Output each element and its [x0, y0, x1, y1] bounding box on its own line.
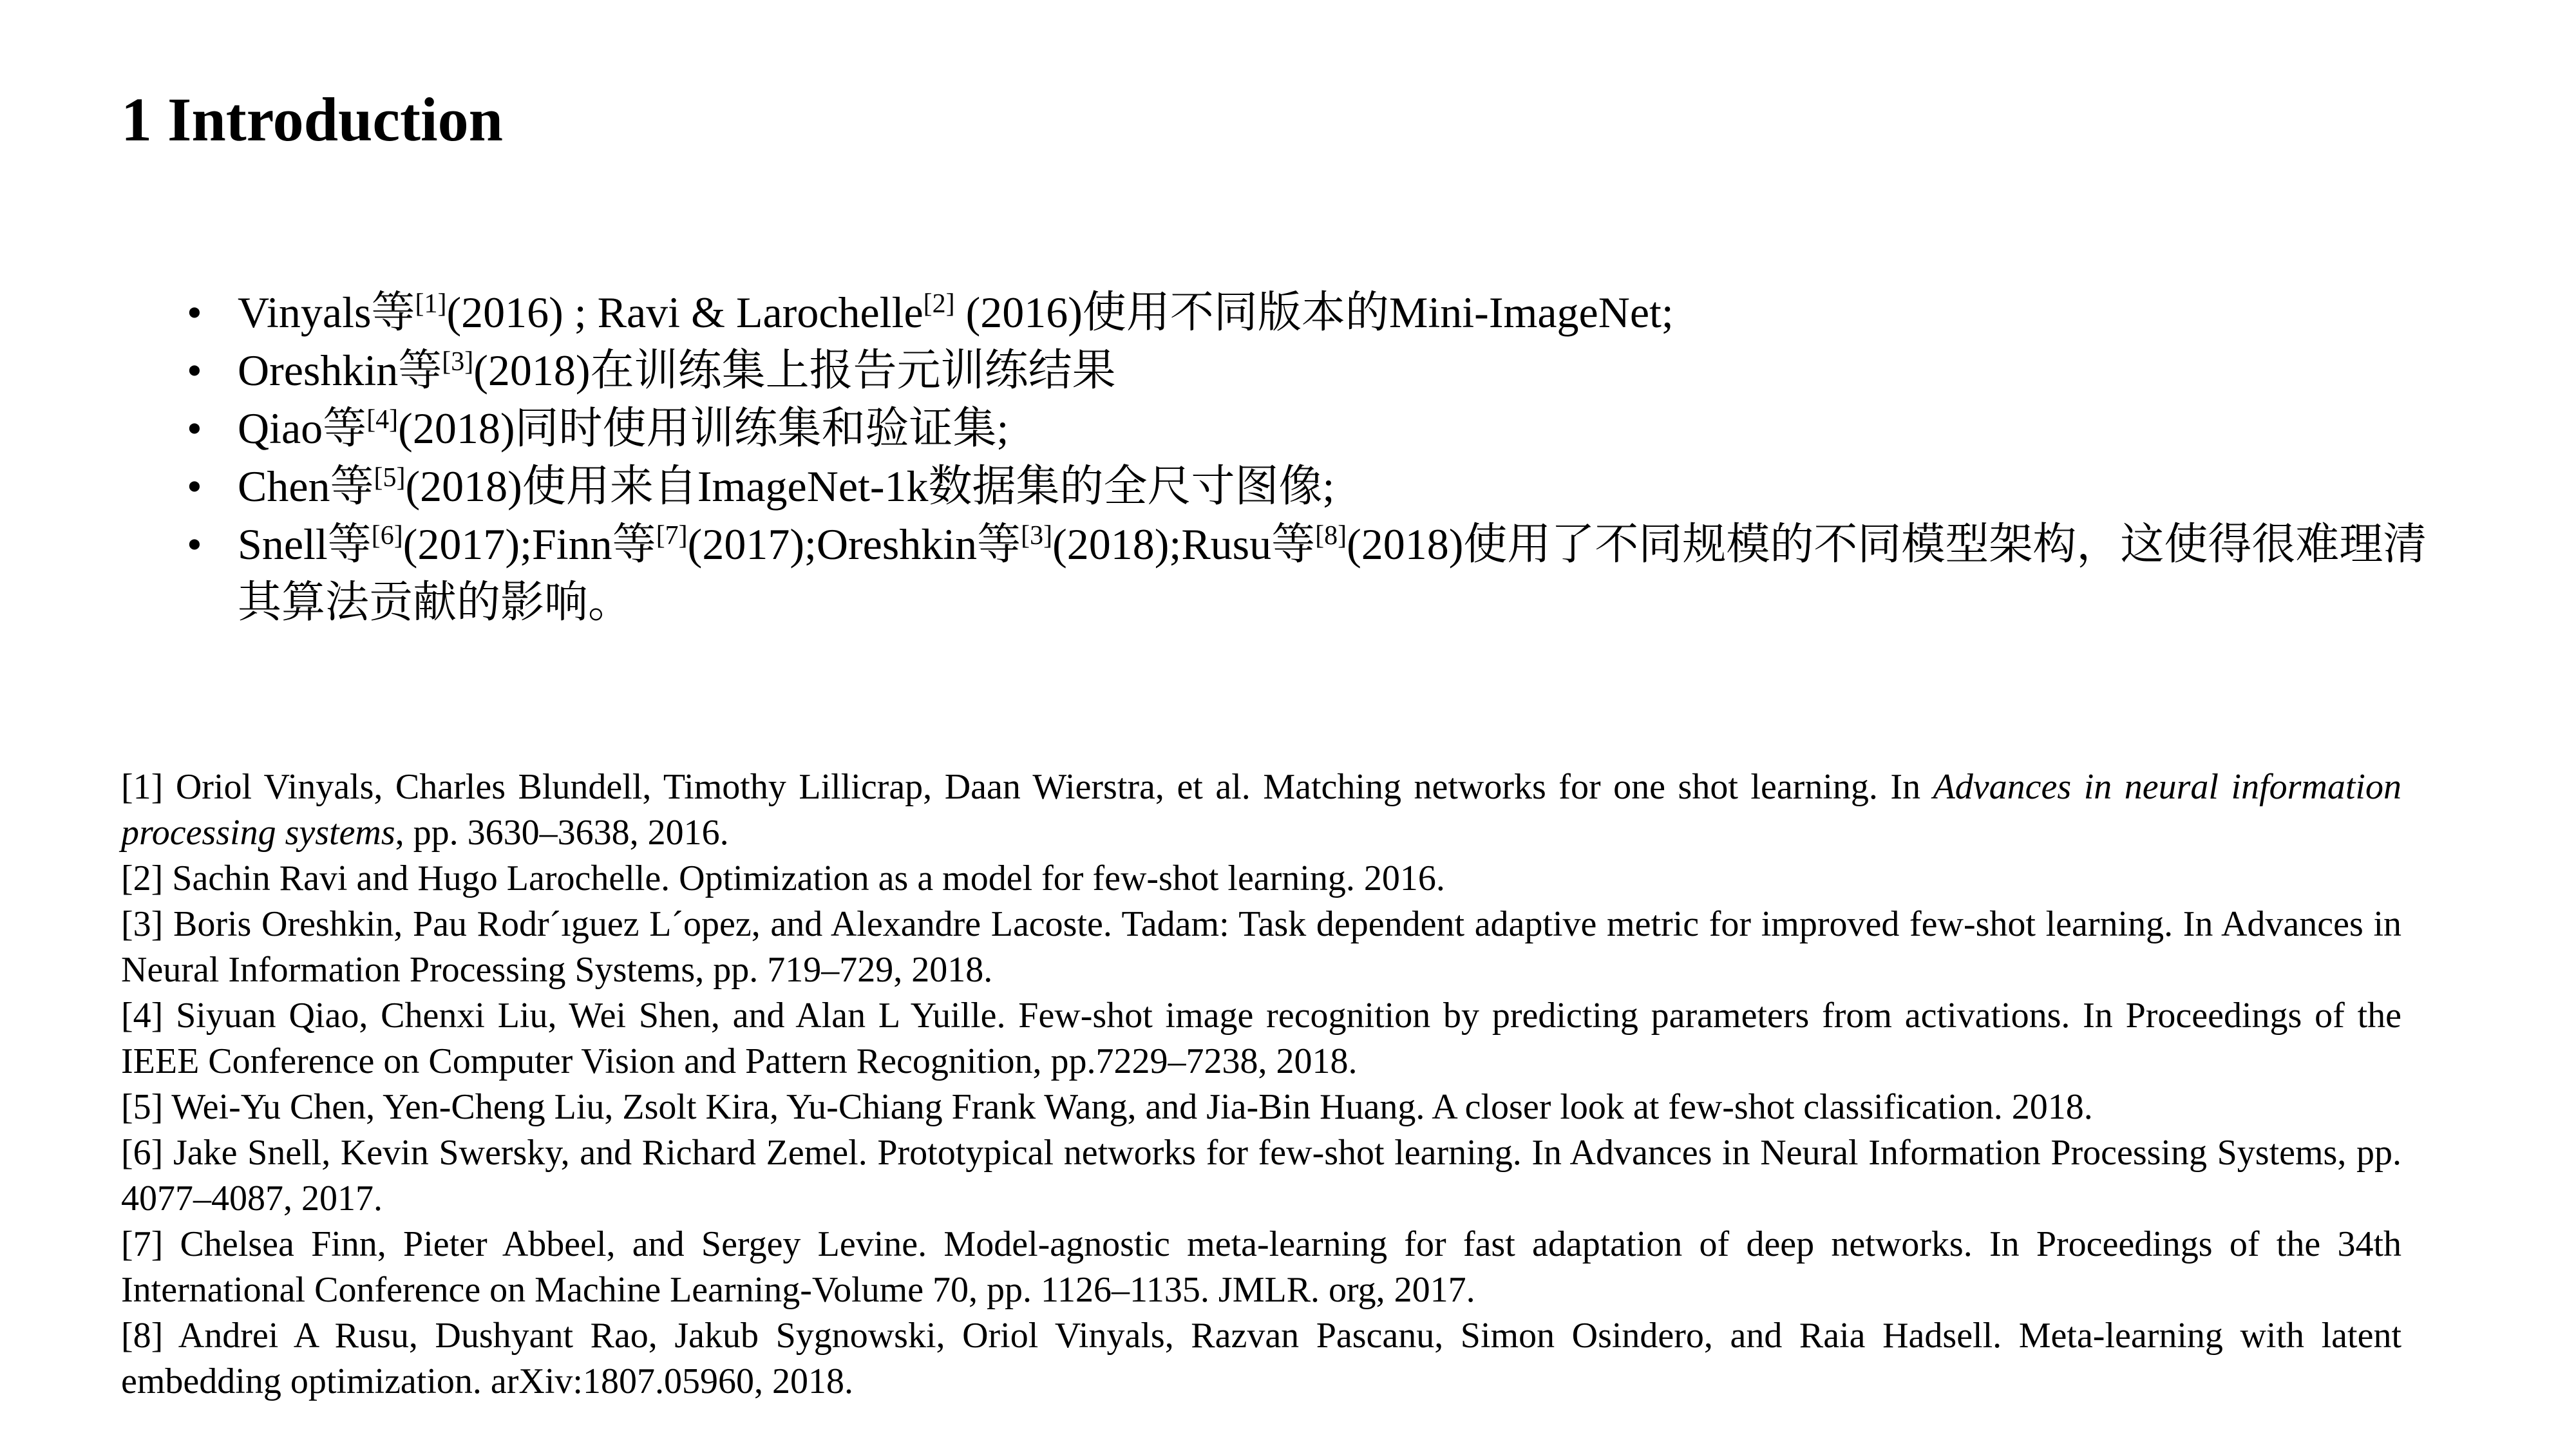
text-segment: [5] Wei-Yu Chen, Yen-Cheng Liu, Zsolt Kira, Yu-Chiang Frank Wang, and Jia-Bin Huang. A closer look at few-shot classification. 2018. [121, 1087, 2093, 1127]
text-segment: Qiao等 [238, 404, 367, 453]
citation-superscript: [4] [366, 404, 399, 435]
reference-item [121, 902, 2401, 993]
text-segment: [8] Andrei A Rusu, Dushyant Rao, Jakub Sygnowski, Oriol Vinyals, Razvan Pascanu, Simon Osindero, and Raia Hadsell. Meta-learning with latent embedding optimization. arXiv:1807.05960, 2018. [121, 1316, 2401, 1401]
text-segment: Oreshkin等 [238, 346, 442, 395]
text-segment: (2018)使用了不同规模的不同模型架构，这使得很难理清其算法贡献的影响。 [238, 520, 2427, 627]
reference-item [121, 764, 2401, 856]
bullet-icon: • [187, 404, 202, 453]
citation-superscript: [5] [374, 462, 406, 493]
text-segment: [6] Jake Snell, Kevin Swersky, and Richard Zemel. Prototypical networks for few-shot learning. In Advances in Neural Information Processing Systems, pp. 4077–4087, 2017. [121, 1133, 2401, 1218]
citation-superscript: [3] [1021, 520, 1053, 551]
text-segment: [4] Siyuan Qiao, Chenxi Liu, Wei Shen, and Alan L Yuille. Few-shot image recognition by predicting parameters from activations. In Proceedings of the IEEE Conference on Computer Vision and Pattern Recognition, pp.7229–7238, 2018. [121, 996, 2401, 1081]
text-segment: (2016) ; Ravi & Larochelle [446, 288, 923, 337]
citation-superscript: [8] [1315, 520, 1347, 551]
italic-text: Advances in neural information processing systems [121, 767, 2401, 853]
text-segment: Vinyals等 [238, 288, 415, 337]
text-segment: [3] Boris Oreshkin, Pau Rodr´ıguez L´opez, and Alexandre Lacoste. Tadam: Task dependent adaptive metric for improved few-shot learning. In Advances in Neural Information Processing Systems, pp. 719–729, 2018. [121, 904, 2401, 990]
text-segment: (2017);Finn等 [402, 520, 656, 569]
reference-item [121, 856, 2401, 902]
reference-item [121, 1313, 2401, 1405]
citation-superscript: [7] [656, 520, 688, 551]
text-segment: (2018)在训练集上报告元训练结果 [473, 346, 1116, 395]
bullet-item [187, 457, 2441, 515]
text-segment: [2] Sachin Ravi and Hugo Larochelle. Optimization as a model for few-shot learning. 2016. [121, 858, 1445, 898]
bullet-item [187, 283, 2441, 341]
text-segment: , pp. 3630–3638, 2016. [395, 813, 729, 853]
text-segment: (2016)使用不同版本的Mini-ImageNet; [954, 288, 1674, 337]
section-title: 1 Introduction [121, 85, 504, 154]
text-segment: (2017);Oreshkin等 [687, 520, 1021, 569]
bullet-icon: • [187, 288, 202, 337]
reference-list [121, 764, 2401, 1405]
bullet-icon: • [187, 520, 202, 569]
text-segment: (2018)同时使用训练集和验证集; [398, 404, 1009, 453]
reference-item [121, 1222, 2401, 1313]
citation-superscript: [2] [923, 289, 955, 319]
citation-superscript: [3] [442, 346, 474, 377]
bullet-item [187, 399, 2441, 457]
bullet-item [187, 341, 2441, 399]
bullet-icon: • [187, 462, 202, 511]
citation-superscript: [6] [371, 520, 403, 551]
citation-superscript: [1] [415, 289, 447, 319]
bullet-item [187, 515, 2441, 631]
bullet-icon: • [187, 346, 202, 395]
text-segment: (2018);Rusu等 [1052, 520, 1316, 569]
text-segment: (2018)使用来自ImageNet-1k数据集的全尺寸图像; [405, 462, 1335, 511]
text-segment: [7] Chelsea Finn, Pieter Abbeel, and Sergey Levine. Model-agnostic meta-learning for fast adaptation of deep networks. In Proceedings of the 34th International Conference on Machine Learning-Volume 70, pp. 1126–1135. JMLR. org, 2017. [121, 1224, 2401, 1310]
bullet-list [187, 283, 2441, 631]
text-segment: Snell等 [238, 520, 372, 569]
reference-item [121, 1084, 2401, 1130]
text-segment: Chen等 [238, 462, 374, 511]
text-segment: [1] Oriol Vinyals, Charles Blundell, Timothy Lillicrap, Daan Wierstra, et al. Matching networks for one shot learning. In [121, 767, 1933, 807]
reference-item [121, 1130, 2401, 1222]
reference-item [121, 993, 2401, 1084]
